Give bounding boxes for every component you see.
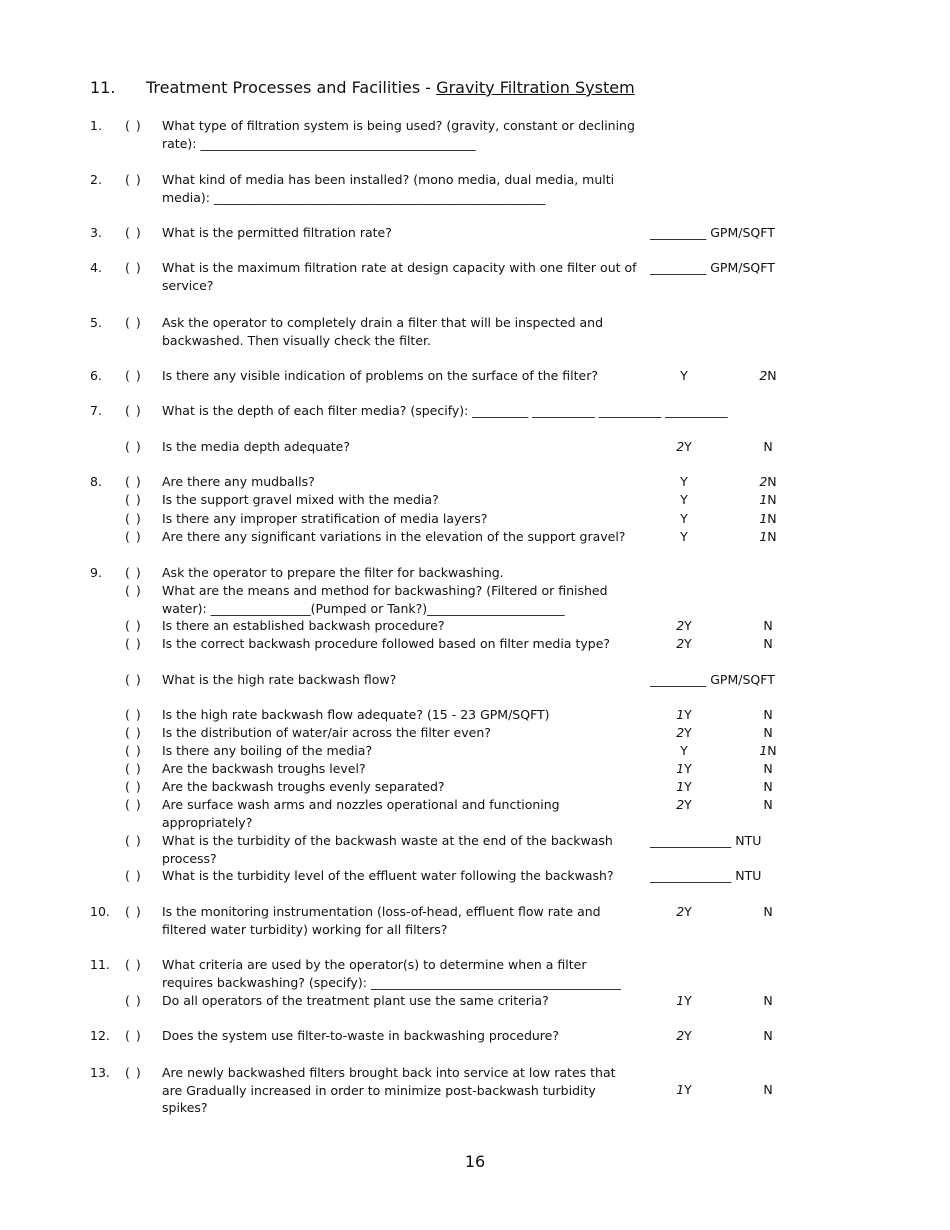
yes-label: Y — [684, 725, 692, 740]
yes-label: Y — [680, 529, 688, 544]
yes-score: 2 — [676, 725, 685, 740]
unit-blank[interactable]: _________ GPM/SQFT — [650, 672, 775, 687]
question-number: 10. — [90, 904, 110, 919]
yes-label: Y — [684, 1028, 692, 1043]
section-title-underlined: Gravity Filtration System — [436, 78, 635, 97]
yes-label: Y — [680, 511, 688, 526]
yes-score: 2 — [676, 797, 685, 812]
question-number: 12. — [90, 1028, 110, 1043]
checkbox[interactable]: ( ) — [125, 565, 142, 580]
no-label: N — [763, 761, 773, 776]
no-label: N — [763, 618, 773, 633]
no-score: 2 — [759, 474, 768, 489]
no-option[interactable] — [756, 1081, 780, 1099]
no-label: N — [763, 904, 773, 919]
no-label: N — [767, 492, 777, 507]
question-number: 2. — [90, 172, 102, 187]
no-option[interactable] — [756, 992, 780, 1010]
yes-label: Y — [684, 904, 692, 919]
unit-blank[interactable]: _____________ NTU — [650, 833, 762, 848]
checkbox[interactable]: ( ) — [125, 511, 142, 526]
section-title-prefix: Treatment Processes and Facilities - — [146, 78, 437, 97]
no-option[interactable] — [756, 528, 780, 546]
yes-option[interactable] — [672, 438, 696, 456]
yes-label: Y — [684, 993, 692, 1008]
no-score: 1 — [759, 511, 768, 526]
yes-score: 2 — [676, 618, 685, 633]
question-text: Is there an established backwash procedure? — [162, 618, 445, 633]
yes-option[interactable] — [672, 742, 696, 760]
question-number: 11. — [90, 957, 110, 972]
yes-option[interactable] — [672, 778, 696, 796]
checkbox[interactable]: ( ) — [125, 403, 142, 418]
question-text: Are there any mudballs? — [162, 474, 315, 489]
yes-label: Y — [684, 636, 692, 651]
no-label: N — [763, 797, 773, 812]
checkbox[interactable]: ( ) — [125, 1028, 142, 1043]
question-text: Are newly backwashed filters brought back into service at low rates that are Gradually increased in order to minimize post-backwash turbidity spikes? — [162, 1065, 616, 1115]
yes-option[interactable] — [672, 760, 696, 778]
unit-blank[interactable]: _________ GPM/SQFT — [650, 260, 775, 275]
checkbox[interactable]: ( ) — [125, 172, 142, 187]
question-text: What is the maximum filtration rate at design capacity with one filter out of service? — [162, 260, 637, 293]
question-text: What kind of media has been installed? (mono media, dual media, multi media): _____________________________________________________ — [162, 172, 615, 205]
question-text: Do all operators of the treatment plant use the same criteria? — [162, 993, 549, 1008]
yes-label: Y — [680, 474, 688, 489]
no-option[interactable] — [756, 491, 780, 509]
checkbox[interactable]: ( ) — [125, 474, 142, 489]
question-text: What criteria are used by the operator(s) to determine when a filter requires backwashing? (specify): ________________________________________ — [162, 957, 621, 990]
page-number: 16 — [464, 1152, 486, 1171]
checkbox[interactable]: ( ) — [125, 583, 142, 598]
yes-option[interactable] — [672, 491, 696, 509]
question-text: Is the distribution of water/air across the filter even? — [162, 725, 491, 740]
no-option[interactable] — [756, 635, 780, 653]
checkbox[interactable]: ( ) — [125, 1065, 142, 1080]
no-option[interactable] — [756, 1027, 780, 1045]
no-option[interactable] — [756, 724, 780, 742]
question-number: 6. — [90, 368, 102, 383]
question-number: 1. — [90, 118, 102, 133]
question-text: What is the high rate backwash flow? — [162, 672, 397, 687]
checkbox[interactable]: ( ) — [125, 529, 142, 544]
yes-option[interactable] — [672, 1027, 696, 1045]
checkbox[interactable]: ( ) — [125, 315, 142, 330]
yes-option[interactable] — [672, 617, 696, 635]
question-text: Are the backwash troughs level? — [162, 761, 366, 776]
section-title — [90, 78, 635, 97]
no-option[interactable] — [756, 367, 780, 385]
question-number: 5. — [90, 315, 102, 330]
checkbox[interactable]: ( ) — [125, 904, 142, 919]
unit-blank[interactable]: _____________ NTU — [650, 868, 762, 883]
yes-option[interactable] — [672, 367, 696, 385]
question-number: 7. — [90, 403, 102, 418]
no-option[interactable] — [756, 706, 780, 724]
yes-label: Y — [684, 797, 692, 812]
question-number: 3. — [90, 225, 102, 240]
checkbox[interactable]: ( ) — [125, 225, 142, 240]
checkbox[interactable]: ( ) — [125, 725, 142, 740]
yes-option[interactable] — [672, 635, 696, 653]
yes-option[interactable] — [672, 796, 696, 814]
no-label: N — [763, 993, 773, 1008]
yes-label: Y — [684, 439, 692, 454]
no-label: N — [767, 743, 777, 758]
question-number: 13. — [90, 1065, 110, 1080]
question-text: Is there any visible indication of problems on the surface of the filter? — [162, 368, 598, 383]
no-label: N — [767, 511, 777, 526]
yes-label: Y — [684, 618, 692, 633]
yes-option[interactable] — [672, 510, 696, 528]
checkbox[interactable]: ( ) — [125, 797, 142, 812]
checkbox[interactable]: ( ) — [125, 779, 142, 794]
yes-option[interactable] — [672, 903, 696, 921]
checkbox[interactable]: ( ) — [125, 618, 142, 633]
yes-label: Y — [680, 492, 688, 507]
no-score: 2 — [759, 368, 768, 383]
yes-score: 2 — [676, 439, 685, 454]
yes-label: Y — [684, 761, 692, 776]
no-label: N — [763, 725, 773, 740]
yes-option[interactable] — [672, 1081, 696, 1099]
question-text: Is there any improper stratification of media layers? — [162, 511, 488, 526]
no-label: N — [763, 636, 773, 651]
question-text: What is the turbidity level of the effluent water following the backwash? — [162, 868, 614, 883]
checkbox[interactable]: ( ) — [125, 957, 142, 972]
no-label: N — [763, 779, 773, 794]
no-label: N — [763, 439, 773, 454]
yes-label: Y — [684, 779, 692, 794]
question-text: Are there any significant variations in the elevation of the support gravel? — [162, 529, 626, 544]
yes-score: 1 — [676, 993, 685, 1008]
checkbox[interactable]: ( ) — [125, 833, 142, 848]
checkbox[interactable]: ( ) — [125, 260, 142, 275]
no-option[interactable] — [756, 796, 780, 814]
no-label: N — [763, 1082, 773, 1097]
no-score: 1 — [759, 529, 768, 544]
yes-score: 1 — [676, 707, 685, 722]
question-text: Is the high rate backwash flow adequate? (15 - 23 GPM/SQFT) — [162, 707, 550, 722]
question-text: Is the media depth adequate? — [162, 439, 350, 454]
question-text: What is the depth of each filter media? (specify): — [162, 403, 469, 418]
yes-option[interactable] — [672, 473, 696, 491]
yes-score: 2 — [676, 1028, 685, 1043]
yes-label: Y — [684, 707, 692, 722]
no-option[interactable] — [756, 742, 780, 760]
question-text: Ask the operator to completely drain a filter that will be inspected and backwashed. Then visually check the filter. — [162, 315, 604, 348]
question-text: Are surface wash arms and nozzles operational and functioning appropriately? — [162, 797, 560, 830]
checkbox[interactable]: ( ) — [125, 672, 142, 687]
no-label: N — [763, 707, 773, 722]
question-text: Is there any boiling of the media? — [162, 743, 373, 758]
checkbox[interactable]: ( ) — [125, 368, 142, 383]
no-option[interactable] — [756, 510, 780, 528]
yes-score: 1 — [676, 1082, 685, 1097]
no-label: N — [767, 368, 777, 383]
depth-blanks[interactable]: _________ __________ __________ __________ — [472, 403, 728, 418]
checkbox[interactable]: ( ) — [125, 492, 142, 507]
question-text: What type of filtration system is being used? (gravity, constant or declining rate): ____________________________________________ — [162, 118, 635, 151]
question-number: 8. — [90, 474, 102, 489]
no-option[interactable] — [756, 903, 780, 921]
question-text: Are the backwash troughs evenly separated? — [162, 779, 445, 794]
question-text: What is the turbidity of the backwash waste at the end of the backwash process? — [162, 833, 613, 866]
question-number: 4. — [90, 260, 102, 275]
question-number: 9. — [90, 565, 102, 580]
no-score: 1 — [759, 492, 768, 507]
checkbox[interactable]: ( ) — [125, 993, 142, 1008]
question-text: Is the monitoring instrumentation (loss-of-head, effluent flow rate and filtered water turbidity) working for all filters? — [162, 904, 601, 937]
section-number: 11. — [90, 78, 116, 97]
checkbox[interactable]: ( ) — [125, 439, 142, 454]
checkbox[interactable]: ( ) — [125, 707, 142, 722]
yes-label: Y — [684, 1082, 692, 1097]
no-score: 1 — [759, 743, 768, 758]
question-text: Ask the operator to prepare the filter for backwashing. — [162, 565, 504, 580]
yes-label: Y — [680, 743, 688, 758]
question-text: What are the means and method for backwashing? (Filtered or finished water): ________________(Pumped or Tank?)______________________ — [162, 583, 608, 616]
no-label: N — [767, 474, 777, 489]
checkbox[interactable]: ( ) — [125, 743, 142, 758]
no-option[interactable] — [756, 473, 780, 491]
yes-score: 2 — [676, 904, 685, 919]
yes-score: 2 — [676, 636, 685, 651]
checkbox[interactable]: ( ) — [125, 636, 142, 651]
no-label: N — [767, 529, 777, 544]
yes-label: Y — [680, 368, 688, 383]
yes-score: 1 — [676, 761, 685, 776]
yes-option[interactable] — [672, 706, 696, 724]
checkbox[interactable]: ( ) — [125, 118, 142, 133]
no-option[interactable] — [756, 760, 780, 778]
yes-option[interactable] — [672, 992, 696, 1010]
no-option[interactable] — [756, 778, 780, 796]
question-text: Does the system use filter-to-waste in backwashing procedure? — [162, 1028, 559, 1043]
checkbox[interactable]: ( ) — [125, 761, 142, 776]
question-text: What is the permitted filtration rate? — [162, 225, 392, 240]
no-option[interactable] — [756, 617, 780, 635]
checkbox[interactable]: ( ) — [125, 868, 142, 883]
no-label: N — [763, 1028, 773, 1043]
unit-blank[interactable]: _________ GPM/SQFT — [650, 225, 775, 240]
yes-option[interactable] — [672, 724, 696, 742]
question-text: Is the correct backwash procedure followed based on filter media type? — [162, 636, 611, 651]
yes-option[interactable] — [672, 528, 696, 546]
question-text: Is the support gravel mixed with the media? — [162, 492, 439, 507]
no-option[interactable] — [756, 438, 780, 456]
yes-score: 1 — [676, 779, 685, 794]
